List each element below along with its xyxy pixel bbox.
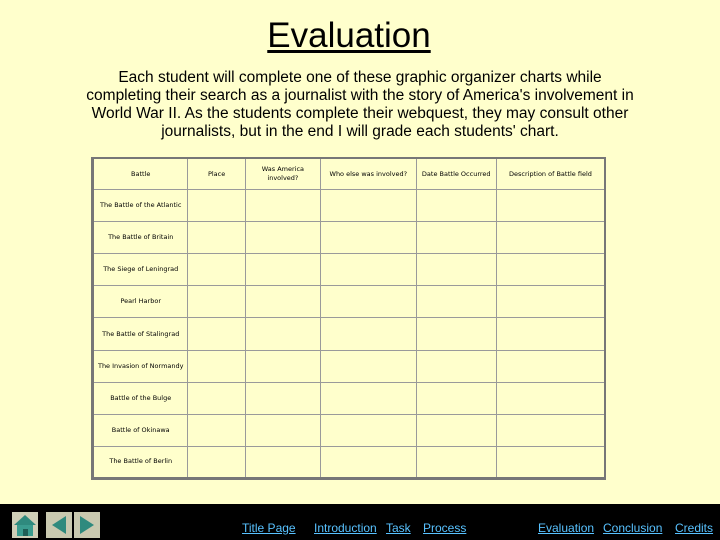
who-else-cell[interactable] [321, 286, 416, 318]
date-cell[interactable] [416, 350, 496, 382]
battle-name-cell: Battle of the Bulge [93, 382, 188, 414]
nav-link-title-page[interactable]: Title Page [242, 521, 296, 535]
who-else-cell[interactable] [321, 350, 416, 382]
table-row [93, 382, 606, 414]
battle-name-cell: Battle of Okinawa [93, 414, 188, 446]
table-header-row [93, 158, 606, 190]
who-else-cell[interactable] [321, 222, 416, 254]
america-involved-cell[interactable] [245, 286, 320, 318]
description-cell[interactable] [496, 190, 605, 222]
date-cell[interactable] [416, 414, 496, 446]
description-cell[interactable] [496, 382, 605, 414]
header-battle: Battle [93, 158, 188, 190]
table-row [93, 222, 606, 254]
america-involved-cell[interactable] [245, 222, 320, 254]
description-cell[interactable] [496, 286, 605, 318]
who-else-cell[interactable] [321, 414, 416, 446]
place-cell[interactable] [188, 382, 245, 414]
america-involved-cell[interactable] [245, 446, 320, 478]
battle-name-cell: The Battle of the Atlantic [93, 190, 188, 222]
date-cell[interactable] [416, 318, 496, 350]
header-america-involved: Was America involved? [245, 158, 320, 190]
battle-name-cell: The Battle of Britain [93, 222, 188, 254]
table-row [93, 190, 606, 222]
date-cell[interactable] [416, 190, 496, 222]
nav-link-introduction[interactable]: Introduction [314, 521, 377, 535]
place-cell[interactable] [188, 254, 245, 286]
header-description: Description of Battle field [496, 158, 605, 190]
table-row [93, 350, 606, 382]
america-involved-cell[interactable] [245, 254, 320, 286]
triangle-right-icon[interactable] [74, 512, 100, 538]
page-title-text: Evaluation [267, 16, 431, 55]
header-place: Place [188, 158, 245, 190]
triangle-left-icon[interactable] [46, 512, 72, 538]
who-else-cell[interactable] [321, 190, 416, 222]
nav-link-credits[interactable]: Credits [675, 521, 714, 535]
date-cell[interactable] [416, 382, 496, 414]
table-row [93, 414, 606, 446]
america-involved-cell[interactable] [245, 318, 320, 350]
who-else-cell[interactable] [321, 318, 416, 350]
description-cell[interactable] [496, 318, 605, 350]
place-cell[interactable] [188, 222, 245, 254]
table-row [93, 286, 606, 318]
place-cell[interactable] [188, 286, 245, 318]
page-title [0, 16, 698, 56]
intro-paragraph: Each student will complete one of these graphic organizer charts while completing their search as a journalist with the story of America's involvement in World War II. As the students complete their webquest, they may consult other journalists, but in the end I will grade each students' chart. [86, 69, 634, 140]
america-involved-cell[interactable] [245, 414, 320, 446]
america-involved-cell[interactable] [245, 350, 320, 382]
graphic-organizer-table [91, 157, 606, 480]
battle-name-cell: The Siege of Leningrad [93, 254, 188, 286]
battle-name-cell: The Battle of Stalingrad [93, 318, 188, 350]
table-row [93, 254, 606, 286]
nav-link-evaluation[interactable]: Evaluation [538, 521, 595, 535]
table-row [93, 446, 606, 478]
place-cell[interactable] [188, 190, 245, 222]
date-cell[interactable] [416, 286, 496, 318]
header-date: Date Battle Occurred [416, 158, 496, 190]
battle-name-cell: The Battle of Berlin [93, 446, 188, 478]
place-cell[interactable] [188, 350, 245, 382]
battle-name-cell: The Invasion of Normandy [93, 350, 188, 382]
header-who-else: Who else was involved? [321, 158, 416, 190]
description-cell[interactable] [496, 222, 605, 254]
who-else-cell[interactable] [321, 382, 416, 414]
date-cell[interactable] [416, 222, 496, 254]
america-involved-cell[interactable] [245, 382, 320, 414]
place-cell[interactable] [188, 318, 245, 350]
description-cell[interactable] [496, 350, 605, 382]
place-cell[interactable] [188, 414, 245, 446]
america-involved-cell[interactable] [245, 190, 320, 222]
date-cell[interactable] [416, 446, 496, 478]
who-else-cell[interactable] [321, 254, 416, 286]
who-else-cell[interactable] [321, 446, 416, 478]
description-cell[interactable] [496, 446, 605, 478]
place-cell[interactable] [188, 446, 245, 478]
description-cell[interactable] [496, 254, 605, 286]
description-cell[interactable] [496, 414, 605, 446]
nav-link-conclusion[interactable]: Conclusion [603, 521, 663, 535]
nav-link-task[interactable]: Task [386, 521, 411, 535]
date-cell[interactable] [416, 254, 496, 286]
nav-link-process[interactable]: Process [423, 521, 467, 535]
battle-name-cell: Pearl Harbor [93, 286, 188, 318]
home-icon[interactable] [12, 512, 38, 538]
table-row [93, 318, 606, 350]
